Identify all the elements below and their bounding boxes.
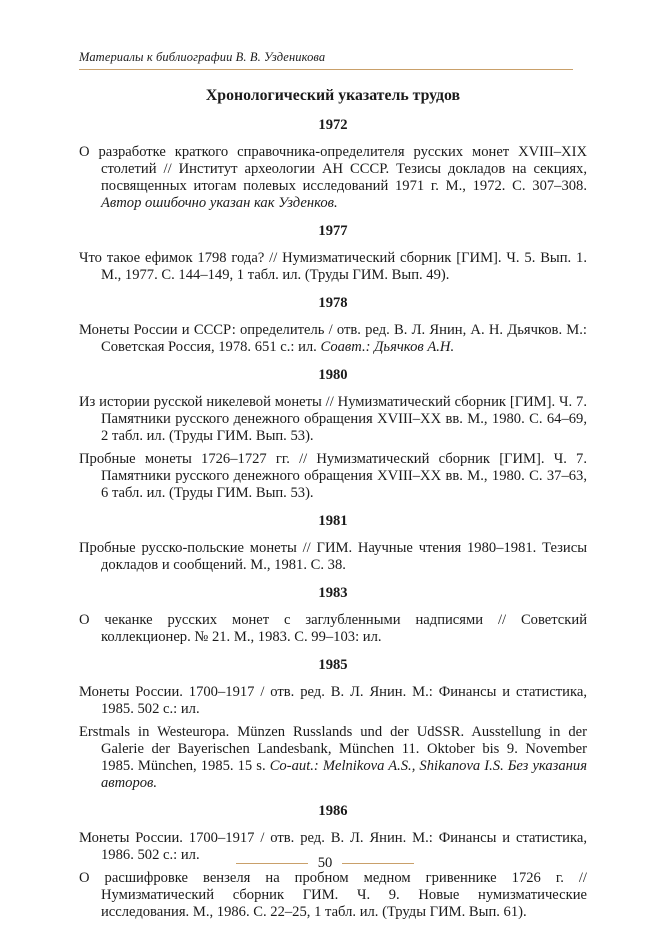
bibliography-entry: Монеты России. 1700–1917 / отв. ред. В. Л. Янин. М.: Финансы и статистика, 1985. 502 с.: ил. (79, 684, 587, 717)
year-section-1983 (79, 585, 587, 646)
page-title: Хронологический указатель трудов (205, 87, 461, 104)
bibliography-entry: Что такое ефимок 1798 года? // Нумизматический сборник [ГИМ]. Ч. 5. Вып. 1. М., 1977. С. 144–149, 1 табл. ил. (Труды ГИМ. Вып. 49). (79, 250, 587, 283)
year-heading: 1980 (318, 367, 348, 383)
year-section-1981 (79, 513, 587, 574)
year-section-1980 (79, 367, 587, 502)
year-heading: 1986 (318, 803, 348, 819)
year-heading: 1985 (318, 657, 348, 673)
bibliography-entry: Из истории русской никелевой монеты // Нумизматический сборник [ГИМ]. Ч. 7. Памятники русского денежного обращения XVIII–XX вв. М., 1980. С. 64–69, 2 табл. ил. (Труды ГИМ. Вып. 53). (79, 394, 587, 444)
entry-note: Соавт.: Дьячков А.Н. (320, 339, 455, 355)
year-heading: 1978 (318, 295, 348, 311)
page-number: 50 (317, 855, 333, 871)
year-heading: 1981 (318, 513, 348, 529)
entry-note: Co-aut.: Melnikova A.S., Shikanova I.S. Без указания авторов. (101, 758, 587, 791)
bibliography-entry: О чеканке русских монет с заглубленными надписями // Советский коллекционер. № 21. М., 1983. С. 99–103: ил. (79, 612, 587, 645)
bibliography-entry: О разработке краткого справочника-определителя русских монет XVIII–XIX столетий // Институт археологии АН СССР. Тезисы докладов на секциях, посвященных итогам полевых исследований 1971 г. М., 1972. С. 307–308. Автор ошибочно указан как Узденков. (79, 144, 587, 211)
year-heading: 1977 (318, 223, 348, 239)
bibliography-entry: Пробные монеты 1726–1727 гг. // Нумизматический сборник [ГИМ]. Ч. 7. Памятники русского денежного обращения XVIII–XX вв. М., 1980. С. 37–63, 6 табл. ил. (Труды ГИМ. Вып. 53). (79, 451, 587, 501)
bibliography-entry: О расшифровке вензеля на пробном медном гривеннике 1726 г. // Нумизматический сборник ГИМ. Ч. 9. Новые нумизматические исследования. М., 1986. С. 22–25, 1 табл. ил. (Труды ГИМ. Вып. 61). (79, 870, 587, 920)
footer-rule-right (342, 863, 414, 864)
bibliography-entry: Монеты России. 1700–1917 / отв. ред. В. Л. Янин. М.: Финансы и статистика, 1986. 502 с.: ил. (79, 830, 587, 863)
entry-note: Автор ошибочно указан как Узденков. (101, 195, 338, 211)
bibliography-entry: Erstmals in Westeuropa. Münzen Russlands und der UdSSR. Ausstellung in der Galerie der Bayerischen Landesbank, München 11. Oktober bis 9. November 1985. München, 1985. 15 s. Co-aut.: Melnikova A.S., Shikanova I.S. Без указания авторов. (79, 724, 587, 791)
header-rule (79, 69, 573, 70)
page-footer (0, 855, 650, 872)
page-content (79, 86, 587, 932)
footer-rule-left (236, 863, 308, 864)
year-section-1985 (79, 657, 587, 792)
bibliography-entry: Монеты России и СССР: определитель / отв. ред. В. Л. Янин, А. Н. Дьячков. М.: Советская Россия, 1978. 651 с.: ил. Соавт.: Дьячков А.Н. (79, 322, 587, 355)
year-heading: 1983 (318, 585, 348, 601)
year-heading: 1972 (318, 117, 348, 133)
year-section-1978 (79, 295, 587, 356)
year-section-1972 (79, 117, 587, 212)
bibliography-entry: Пробные русско-польские монеты // ГИМ. Научные чтения 1980–1981. Тезисы докладов и сообщений. М., 1981. С. 38. (79, 540, 587, 573)
year-section-1977 (79, 223, 587, 284)
running-head: Материалы к библиографии В. В. Узденикова (79, 50, 326, 64)
